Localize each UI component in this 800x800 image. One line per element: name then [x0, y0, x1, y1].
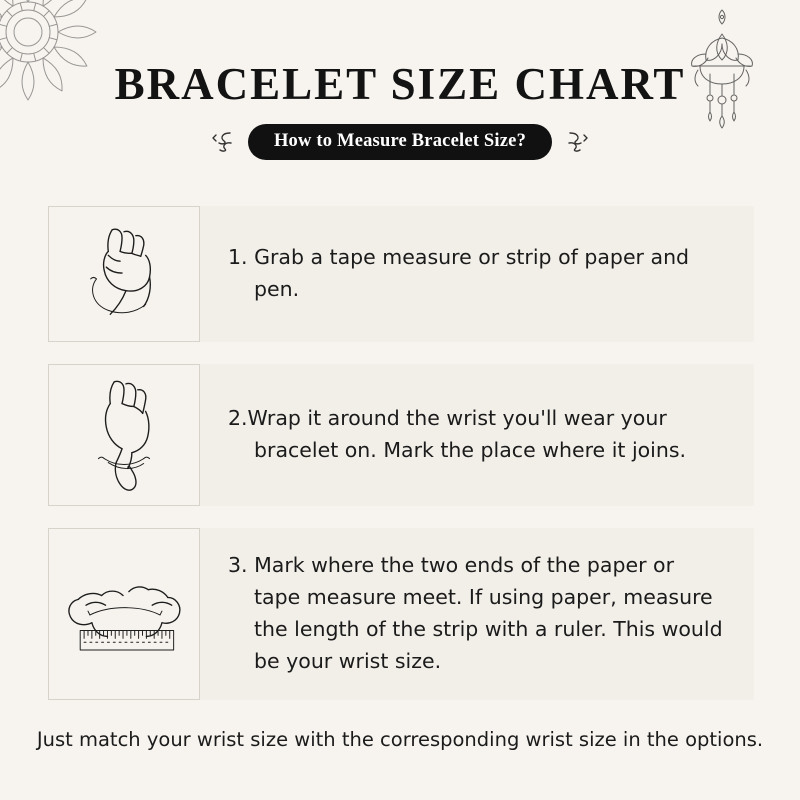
list-item [48, 206, 754, 342]
swirl-right-icon [564, 129, 590, 155]
steps-list [48, 206, 754, 722]
subtitle-badge: How to Measure Bracelet Size? [248, 124, 552, 160]
swirl-left-icon [210, 129, 236, 155]
step-3-text [200, 532, 754, 695]
hands-holding-ruler-icon [48, 528, 200, 700]
step-1-text [200, 224, 754, 324]
footer-note: Just match your wrist size with the corresponding wrist size in the options. [36, 728, 764, 751]
subtitle-row [0, 124, 800, 160]
page-title: BRACELET SIZE CHART [114, 59, 686, 109]
step-2-line-1: 2.Wrap it around the wrist you'll wear your [228, 406, 667, 431]
step-3-line-3: the length of the strip with a ruler. This would [254, 617, 723, 641]
step-3-line-4: be your wrist size. [254, 648, 442, 673]
step-2-text [200, 385, 754, 485]
step-1-line-1: 1. Grab a tape measure or strip of paper and [228, 245, 690, 270]
hand-wrapped-tape-icon [48, 364, 200, 506]
step-1-line-2: pen. [254, 277, 300, 301]
step-2-line-2: bracelet on. Mark the place where it joins. [254, 438, 687, 462]
hand-fist-with-tape-icon [48, 206, 200, 342]
step-3-line-2: tape measure meet. If using paper, measure [254, 585, 713, 610]
step-3-line-1: 3. Mark where the two ends of the paper or [228, 553, 675, 578]
list-item [48, 364, 754, 506]
list-item [48, 528, 754, 700]
